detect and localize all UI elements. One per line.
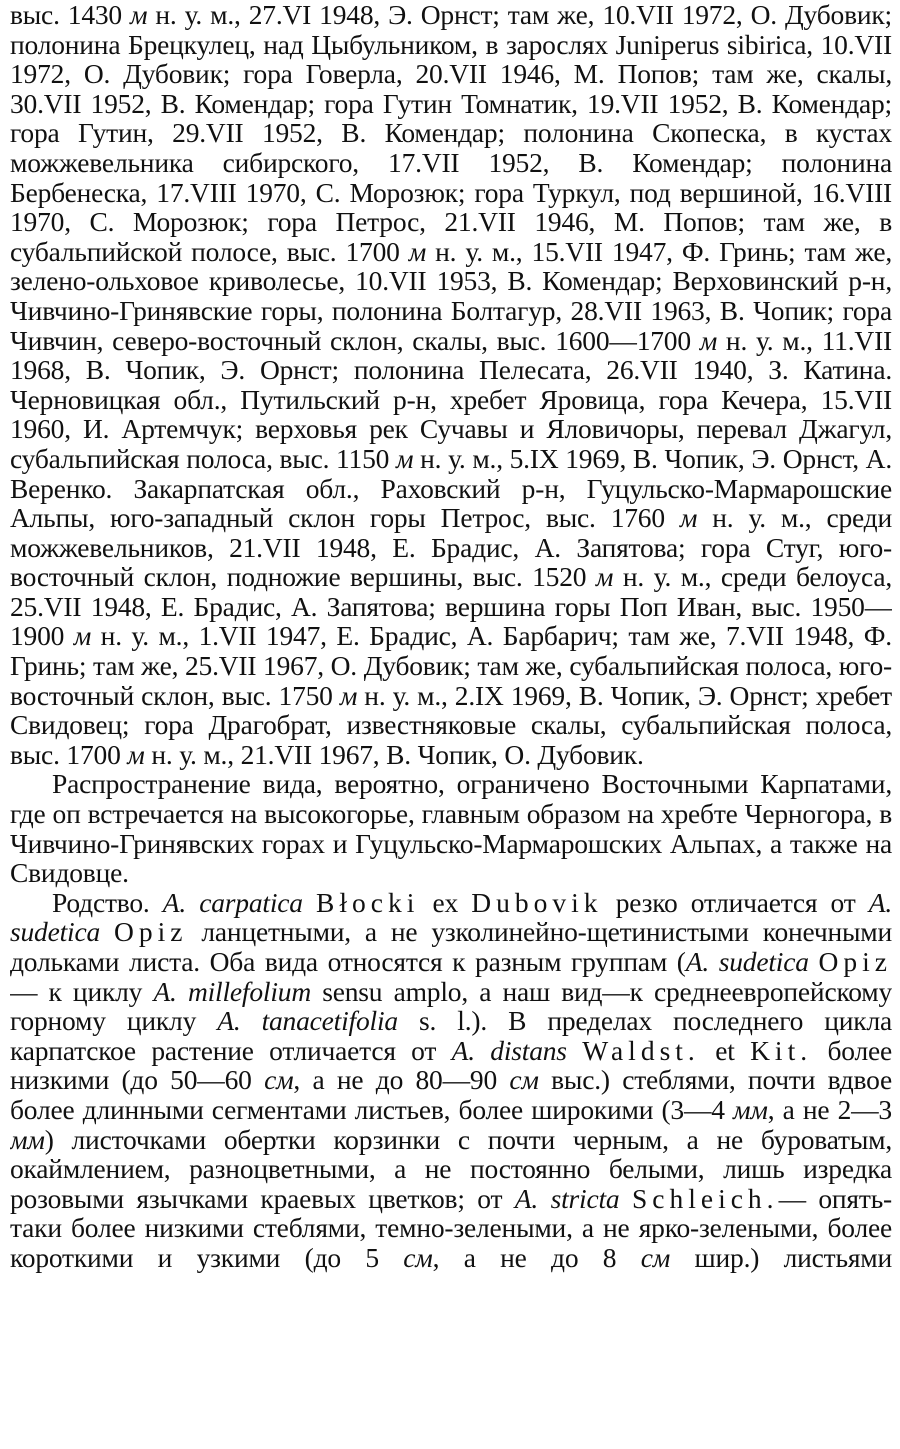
document-page	[10, 0, 892, 1449]
paragraph-localities: выс. 1430 м н. у. м., 27.VI 1948, Э. Орнст; там же, 10.VII 1972, О. Дубовик; полонина Брецкулец, над Цыбульником, в зарослях Juniperus sibirica, 10.VII 1972, О. Дубовик; гора Говерла, 20.VII 1946, М. Попов; там же, скалы, 30.VII 1952, В. Комендар; гора Гутин Томнатик, 19.VII 1952, В. Комендар; гора Гутин, 29.VII 1952, В. Комендар; полонина Скопеска, в кустах можжевельника сибирского, 17.VII 1952, В. Комендар; полонина Бербенеска, 17.VIII 1970, С. Морозюк; гора Туркул, под вершиной, 16.VIII 1970, С. Морозюк; гора Петрос, 21.VII 1946, М. Попов; там же, в субальпийской полосе, выс. 1700 м н. у. м., 15.VII 1947, Ф. Гринь; там же, зелено-ольховое криволесье, 10.VII 1953, В. Комендар; Верховинский р-н, Чивчино-Гринявские горы, полонина Болтагур, 28.VII 1963, В. Чопик; гора Чивчин, северо-восточный склон, скалы, выс. 1600—1700 м н. у. м., 11.VII 1968, В. Чопик, Э. Орнст; полонина Пелесата, 26.VII 1940, З. Катина. Черновицкая обл., Путильский р-н, хребет Яровица, гора Кечера, 15.VII 1960, И. Артемчук; верховья рек Сучавы и Яловичоры, перевал Джагул, субальпийская полоса, выс. 1150 м н. у. м., 5.IX 1969, В. Чопик, Э. Орнст, А. Веренко. Закарпатская обл., Раховский р-н, Гуцульско-Мармарошские Альпы, юго-западный склон горы Петрос, выс. 1760 м н. у. м., среди можжевельников, 21.VII 1948, Е. Брадис, А. Запятова; гора Стуг, юго-восточный склон, подножие вершины, выс. 1520 м н. у. м., среди белоуса, 25.VII 1948, Е. Брадис, А. Запятова; вершина горы Поп Иван, выс. 1950—1900 м н. у. м., 1.VII 1947, Е. Брадис, А. Барбарич; там же, 7.VII 1948, Ф. Гринь; там же, 25.VII 1967, О. Дубовик; там же, субальпийская полоса, юго-восточный склон, выс. 1750 м н. у. м., 2.IX 1969, В. Чопик, Э. Орнст; хребет Свидовец; гора Драгобрат, известняковые скалы, субальпийская полоса, выс. 1700 м н. у. м., 21.VII 1967, В. Чопик, О. Дубовик.	[10, 0, 892, 770]
paragraph-affinity: Родство. A. carpatica Błocki ex Dubovik резко отличается от A. sudetica Opiz ланцетными, а не узколинейно-щетинистыми конечными дольками листа. Оба вида относятся к разным группам (A. sudetica Opiz — к циклу A. millefolium sensu amplo, а наш вид—к среднеевропейскому горному циклу A. tanacetifolia s. l.). В пределах последнего цикла карпатское растение отличается от A. distans Waldst. et Kit. более низкими (до 50—60 см, а не до 80—90 см выс.) стеблями, почти вдвое более длинными сегментами листьев, более широкими (3—4 мм, а не 2—3 мм) листочками обертки корзинки с почти черным, а не буроватым, окаймлением, разноцветными, а не постоянно белыми, лишь изредка розовыми язычками краевых цветков; от A. stricta Schleich.— опять-таки более низкими стеблями, темно-зелеными, а не ярко-зелеными, более короткими и узкими (до 5 см, а не до 8 см шир.) листьями	[10, 886, 892, 1273]
paragraph-distribution: Распространение вида, вероятно, ограничено Восточными Карпатами, где оп встречается на высокогорье, главным образом на хребте Черногора, в Чивчино-Гринявских горах и Гуцульско-Мармарошских Альпах, а также на Свидовце.	[10, 768, 892, 889]
